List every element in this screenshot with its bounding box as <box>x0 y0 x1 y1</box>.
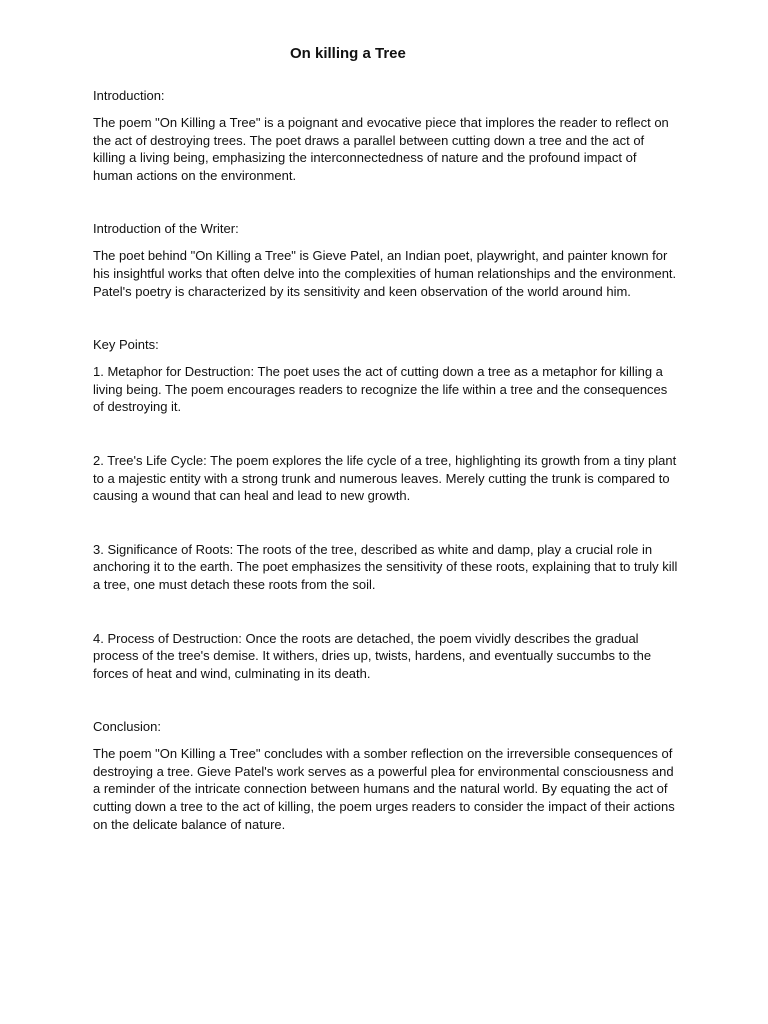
document-body <box>93 87 678 833</box>
key-point-3: 3. Significance of Roots: The roots of the tree, described as white and damp, play a crucial role in anchoring it to the earth. The poet emphasizes the sensitivity of these roots, explaining that to truly kill a tree, one must detach these roots from the soil. <box>93 541 678 592</box>
section-writer <box>93 220 678 300</box>
section-heading: Introduction: <box>93 88 165 103</box>
paragraph: The poem "On Killing a Tree" is a poignant and evocative piece that implores the reader to reflect on the act of destroying trees. The poet draws a parallel between cutting down a tree and the act of killing a living being, emphasizing the interconnectedness of nature and the profound impact of human actions on the environment. <box>93 115 669 183</box>
section-introduction <box>93 87 678 184</box>
section-heading: Introduction of the Writer: <box>93 221 239 237</box>
paragraph: The poem "On Killing a Tree" concludes with a somber reflection on the irreversible consequences of destroying a tree. Gieve Patel's work serves as a powerful plea for environmental consciousness and a reminder of the intricate connection between humans and the natural world. By equating the act of cutting down a tree to the act of killing, the poem urges readers to consider the impact of their actions on the delicate balance of nature. <box>93 746 675 832</box>
key-point-2: 2. Tree's Life Cycle: The poem explores the life cycle of a tree, highlighting its growth from a tiny plant to a majestic entity with a strong trunk and numerous leaves. Merely cutting the trunk is compared to causing a wound that can heal and lead to new growth. <box>93 452 677 504</box>
section-key-points <box>93 336 678 682</box>
section-heading: Key Points: <box>93 337 159 353</box>
key-point-4: 4. Process of Destruction: Once the roots are detached, the poem vividly describes the gradual process of the tree's demise. It withers, dries up, twists, hardens, and eventually succumbs to the forces of heat and wind, culminating in its death. <box>93 630 652 681</box>
section-heading: Conclusion: <box>93 719 161 735</box>
document-title: On killing a Tree <box>290 45 406 62</box>
paragraph: The poet behind "On Killing a Tree" is Gieve Patel, an Indian poet, playwright, and painter known for his insightful works that often delve into the complexities of human relationships and the environment. Patel's poetry is characterized by its sensitivity and keen observation of the world around him. <box>93 248 677 299</box>
section-conclusion <box>93 718 678 833</box>
key-point-1: 1. Metaphor for Destruction: The poet uses the act of cutting down a tree as a metaphor for killing a living being. The poem encourages readers to recognize the life within a tree and the consequences of destroying it. <box>93 364 668 415</box>
